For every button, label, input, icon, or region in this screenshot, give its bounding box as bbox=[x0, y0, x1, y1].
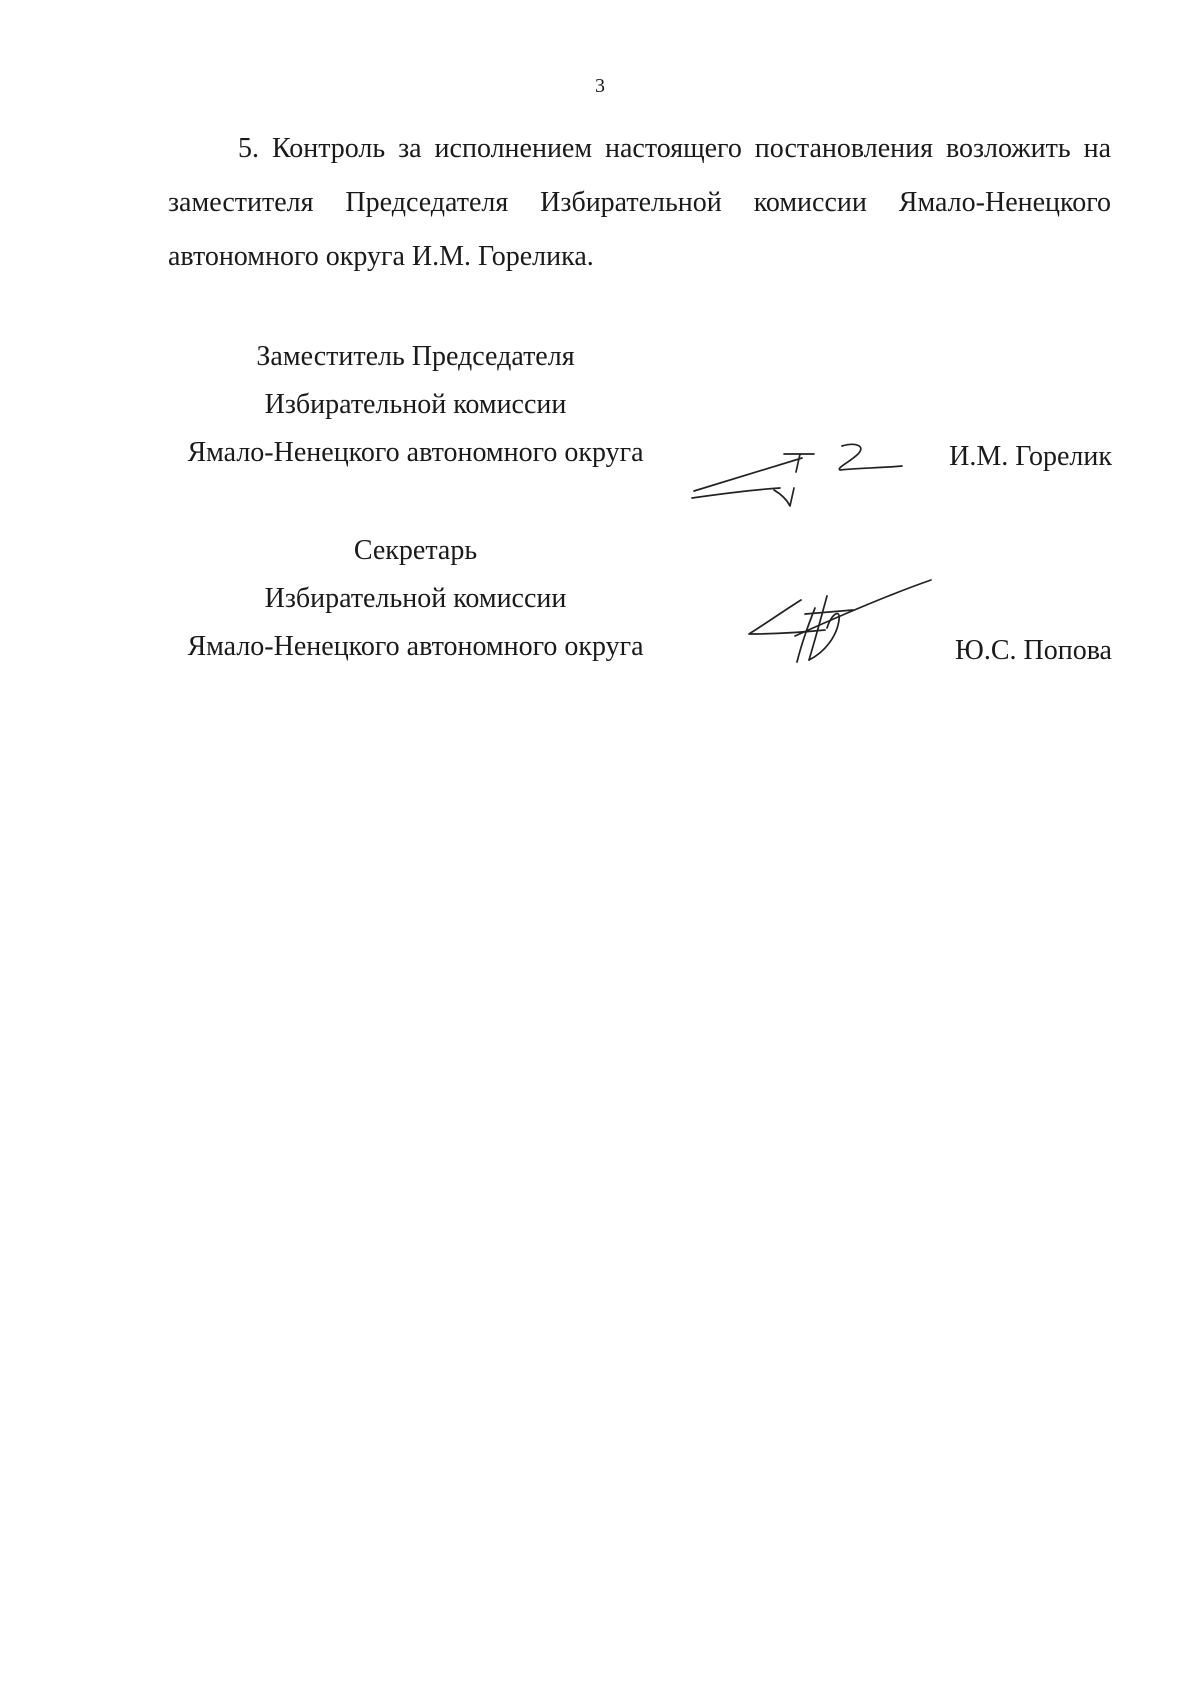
signature-block-deputy-chairman bbox=[168, 333, 663, 477]
handwritten-signature-popova bbox=[745, 568, 935, 668]
signatory-name: И.М. Горелик bbox=[949, 441, 1112, 472]
page-number: 3 bbox=[595, 75, 605, 97]
signatory-position-line: Секретарь bbox=[353, 535, 478, 566]
signatory-position-line: Заместитель Председателя bbox=[256, 341, 575, 372]
signatory-position-line: Ямало-Ненецкого автономного округа bbox=[187, 437, 644, 468]
signatory-position-line: Избирательной комиссии bbox=[264, 583, 567, 614]
handwritten-signature-gorelik bbox=[690, 436, 910, 516]
signatory-position-line: Ямало-Ненецкого автономного округа bbox=[187, 631, 644, 662]
signatory-name: Ю.С. Попова bbox=[955, 635, 1112, 666]
signatory-position-line: Избирательной комиссии bbox=[264, 389, 567, 420]
signature-block-secretary bbox=[168, 527, 663, 671]
body-paragraph: 5. Контроль за исполнением настоящего постановления возложить на заместителя Председателя Избирательной комиссии Ямало-Ненецкого автономного округа И.М. Горелика. bbox=[168, 133, 1111, 272]
